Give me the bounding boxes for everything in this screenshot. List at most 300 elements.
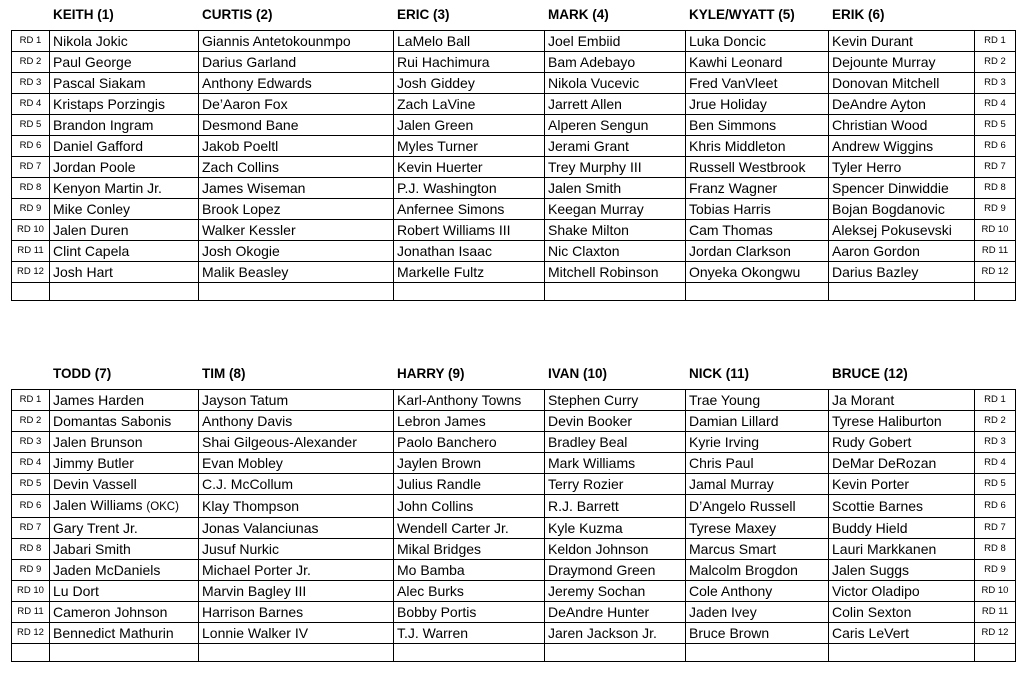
player-name: De’Aaron Fox [202,96,288,112]
player-name: Shai Gilgeous-Alexander [202,434,357,450]
pick-cell [394,52,545,73]
empty-cell [199,283,394,301]
round-label-right: RD 11 [975,241,1016,262]
round-label-left: RD 7 [12,518,50,539]
empty-cell [975,283,1016,301]
pick-cell [50,453,199,474]
table-row [12,115,1016,136]
draft-grid [11,30,1016,301]
player-name: Alec Burks [397,583,464,599]
pick-cell [394,199,545,220]
round-label-left: RD 1 [12,31,50,52]
player-name: Marcus Smart [689,541,777,557]
pick-cell [545,539,686,560]
player-name: Darius Garland [202,54,297,70]
player-name: Robert Williams III [397,222,511,238]
pick-cell [686,73,829,94]
player-name: Jalen Duren [53,222,129,238]
round-label-left: RD 8 [12,539,50,560]
player-name: Myles Turner [397,138,478,154]
round-label-left: RD 6 [12,136,50,157]
draft-grid [11,389,1016,662]
table-row [12,453,1016,474]
player-name: Lauri Markkanen [832,541,937,557]
pick-cell [545,115,686,136]
pick-cell [199,115,394,136]
player-name: Donovan Mitchell [832,75,940,91]
player-name: Mikal Bridges [397,541,482,557]
player-name: Jonathan Isaac [397,243,492,259]
player-name: Tyler Herro [832,159,902,175]
player-name: Anthony Edwards [202,75,312,91]
table-row [12,539,1016,560]
player-name: Marvin Bagley III [202,583,307,599]
table-row [12,31,1016,52]
round-label-right: RD 2 [975,411,1016,432]
pick-cell [199,602,394,623]
pick-cell [545,581,686,602]
player-name: Paul George [53,54,132,70]
player-name: James Harden [53,392,145,408]
round-label-left: RD 4 [12,94,50,115]
pick-cell [686,157,829,178]
player-name: D’Angelo Russell [689,498,796,514]
player-name: Walker Kessler [202,222,296,238]
pick-cell [686,136,829,157]
pick-cell [545,262,686,283]
round-label-left: RD 5 [12,115,50,136]
empty-cell [394,644,545,662]
player-name: Kristaps Porzingis [53,96,166,112]
table-row [12,73,1016,94]
pick-cell [199,178,394,199]
player-name: P.J. Washington [397,180,497,196]
pick-cell [545,52,686,73]
player-name: Lebron James [397,413,486,429]
player-name: Joel Embiid [548,33,621,49]
pick-cell [394,73,545,94]
pick-cell [199,157,394,178]
pick-cell [394,474,545,495]
pick-cell [394,623,545,644]
round-label-right: RD 6 [975,136,1016,157]
player-name: Wendell Carter Jr. [397,520,509,536]
player-name: Trey Murphy III [548,159,642,175]
player-name: Kevin Durant [832,33,913,49]
player-name: R.J. Barrett [548,498,619,514]
pick-cell [545,31,686,52]
table-row [12,411,1016,432]
player-name: Jalen Green [397,117,474,133]
round-label-right: RD 7 [975,157,1016,178]
empty-cell [686,644,829,662]
round-label-right: RD 9 [975,199,1016,220]
player-name: Bradley Beal [548,434,628,450]
player-name: Jordan Poole [53,159,136,175]
table-row [12,474,1016,495]
table-row [12,136,1016,157]
pick-cell [829,411,975,432]
pick-cell [50,157,199,178]
pick-cell [545,453,686,474]
player-name: Daniel Gafford [53,138,144,154]
player-name: Khris Middleton [689,138,786,154]
pick-cell [829,262,975,283]
round-label-right: RD 9 [975,560,1016,581]
pick-cell [545,178,686,199]
pick-cell [50,220,199,241]
round-label-right: RD 4 [975,453,1016,474]
player-name: Clint Capela [53,243,130,259]
player-name: Mitchell Robinson [548,264,659,280]
pick-cell [686,52,829,73]
pick-cell [545,432,686,453]
pick-cell [545,411,686,432]
pick-cell [394,539,545,560]
player-name: Trae Young [689,392,761,408]
pick-cell [829,157,975,178]
pick-cell [545,73,686,94]
round-label-right: RD 6 [975,495,1016,518]
table-row [12,199,1016,220]
pick-cell [50,560,199,581]
player-name: Cameron Johnson [53,604,168,620]
pick-cell [394,560,545,581]
player-name: Anfernee Simons [397,201,505,217]
round-label-left: RD 2 [12,52,50,73]
pick-cell [829,178,975,199]
player-name: Nic Claxton [548,243,620,259]
player-name: Markelle Fultz [397,264,485,280]
player-name: Mo Bamba [397,562,465,578]
pick-cell [686,474,829,495]
player-name: Malik Beasley [202,264,289,280]
player-name: Julius Randle [397,476,482,492]
pick-cell [199,518,394,539]
player-name: Russell Westbrook [689,159,806,175]
round-label-left: RD 6 [12,495,50,518]
pick-cell [394,136,545,157]
round-label-right: RD 5 [975,474,1016,495]
player-name: Rudy Gobert [832,434,912,450]
player-name: Zach LaVine [397,96,476,112]
pick-cell [50,539,199,560]
pick-cell [199,94,394,115]
player-name: Bam Adebayo [548,54,636,70]
player-name: Aleksej Pokusevski [832,222,952,238]
pick-cell [686,94,829,115]
player-name: Jamal Murray [689,476,774,492]
round-label-left: RD 12 [12,262,50,283]
player-name: Aaron Gordon [832,243,920,259]
empty-cell [12,283,50,301]
player-name: Gary Trent Jr. [53,520,138,536]
player-name: Bobby Portis [397,604,477,620]
player-name: Bennedict Mathurin [53,625,174,641]
pick-cell [50,623,199,644]
pick-cell [686,262,829,283]
pick-cell [394,602,545,623]
pick-cell [394,241,545,262]
pick-cell [545,220,686,241]
round-label-left: RD 3 [12,73,50,94]
pick-cell [829,539,975,560]
pick-cell [829,73,975,94]
pick-cell [545,241,686,262]
round-label-left: RD 10 [12,220,50,241]
table-row [12,560,1016,581]
team-header-curtis-2: CURTIS (2) [202,7,273,22]
player-name: Jakob Poeltl [202,138,279,154]
pick-cell [686,241,829,262]
pick-cell [545,495,686,518]
table-row [12,220,1016,241]
player-name: Jerami Grant [548,138,629,154]
table-row [12,157,1016,178]
player-name: Rui Hachimura [397,54,490,70]
pick-cell [50,432,199,453]
pick-cell [829,94,975,115]
player-name: Jalen Williams [53,497,143,513]
player-name: Karl-Anthony Towns [397,392,522,408]
pick-cell [199,474,394,495]
player-name: Mike Conley [53,201,131,217]
round-label-right: RD 7 [975,518,1016,539]
pick-cell [50,115,199,136]
round-label-right: RD 12 [975,623,1016,644]
pick-cell [686,560,829,581]
player-name: Jayson Tatum [202,392,289,408]
table-row [12,581,1016,602]
pick-cell [394,581,545,602]
pick-cell [199,581,394,602]
pick-cell [199,73,394,94]
player-name: Anthony Davis [202,413,293,429]
pick-cell [394,262,545,283]
player-name: Spencer Dinwiddie [832,180,949,196]
player-name: Devin Vassell [53,476,137,492]
round-label-right: RD 10 [975,581,1016,602]
pick-cell [199,136,394,157]
round-label-left: RD 11 [12,241,50,262]
round-label-left: RD 9 [12,560,50,581]
pick-cell [199,411,394,432]
round-label-left: RD 3 [12,432,50,453]
empty-cell [686,283,829,301]
round-label-right: RD 11 [975,602,1016,623]
player-name: Jonas Valanciunas [202,520,319,536]
player-name: T.J. Warren [397,625,469,641]
player-name: Jaden McDaniels [53,562,161,578]
player-name: DeAndre Ayton [832,96,926,112]
team-header-erik-6: ERIK (6) [832,7,885,22]
player-name: Brandon Ingram [53,117,154,133]
pick-cell [394,178,545,199]
player-name: Devin Booker [548,413,633,429]
pick-cell [829,474,975,495]
player-name: Lu Dort [53,583,99,599]
round-label-left: RD 12 [12,623,50,644]
pick-cell [199,560,394,581]
round-label-right: RD 5 [975,115,1016,136]
player-name: Draymond Green [548,562,656,578]
empty-cell [199,644,394,662]
pick-cell [686,411,829,432]
table-row [12,390,1016,411]
player-name: James Wiseman [202,180,306,196]
player-name: DeMar DeRozan [832,455,937,471]
player-name: Ben Simmons [689,117,777,133]
player-name: Jalen Brunson [53,434,143,450]
blank-row [12,283,1016,301]
player-name: Paolo Banchero [397,434,497,450]
player-name: Damian Lillard [689,413,779,429]
player-name: Kevin Porter [832,476,910,492]
pick-cell [545,474,686,495]
empty-cell [394,283,545,301]
round-label-left: RD 5 [12,474,50,495]
team-header-bruce-12: BRUCE (12) [832,366,908,381]
pick-cell [686,581,829,602]
empty-cell [829,283,975,301]
pick-cell [394,390,545,411]
player-name: Tyrese Haliburton [832,413,942,429]
pick-cell [50,518,199,539]
pick-cell [394,31,545,52]
table-row [12,518,1016,539]
table-row [12,495,1016,518]
pick-cell [199,539,394,560]
pick-cell [199,199,394,220]
empty-cell [50,283,199,301]
player-name: Cole Anthony [689,583,773,599]
player-name: Kenyon Martin Jr. [53,180,162,196]
player-name: Desmond Bane [202,117,299,133]
pick-cell [50,411,199,432]
pick-cell [829,136,975,157]
pick-cell [686,602,829,623]
pick-cell [199,220,394,241]
table-row [12,262,1016,283]
pick-cell [829,602,975,623]
pick-cell [829,453,975,474]
round-label-right: RD 3 [975,432,1016,453]
player-name: Jalen Smith [548,180,622,196]
player-name: Jrue Holiday [689,96,767,112]
team-header-nick-11: NICK (11) [689,366,750,381]
player-name: Domantas Sabonis [53,413,172,429]
player-name: Jarrett Allen [548,96,622,112]
pick-cell [199,390,394,411]
pick-cell [394,220,545,241]
pick-cell [50,73,199,94]
player-name: John Collins [397,498,474,514]
player-name: Alperen Sengun [548,117,649,133]
round-label-left: RD 10 [12,581,50,602]
player-name: Jeremy Sochan [548,583,646,599]
pick-cell [199,453,394,474]
pick-cell [686,220,829,241]
pick-cell [50,136,199,157]
pick-cell [829,31,975,52]
pick-cell [394,432,545,453]
pick-cell [199,623,394,644]
player-name: LaMelo Ball [397,33,471,49]
player-name: Jimmy Butler [53,455,134,471]
pick-cell [394,453,545,474]
table-row [12,52,1016,73]
pick-cell [829,560,975,581]
pick-cell [829,495,975,518]
player-name: Buddy Hield [832,520,908,536]
pick-cell [545,602,686,623]
table-row [12,94,1016,115]
player-name: Zach Collins [202,159,280,175]
player-name: Harrison Barnes [202,604,304,620]
round-label-right: RD 1 [975,31,1016,52]
blank-row [12,644,1016,662]
team-header-eric-3: ERIC (3) [397,7,450,22]
pick-cell [50,495,199,518]
pick-cell [686,432,829,453]
player-name: Kawhi Leonard [689,54,783,70]
pick-cell [829,52,975,73]
player-name: Giannis Antetokounmpo [202,33,351,49]
pick-cell [829,390,975,411]
player-name: Caris LeVert [832,625,910,641]
player-name: Victor Oladipo [832,583,920,599]
team-header-tim-8: TIM (8) [202,366,246,381]
player-name: Fred VanVleet [689,75,778,91]
pick-cell [686,623,829,644]
pick-cell [199,262,394,283]
player-name: Tyrese Maxey [689,520,777,536]
player-name: DeAndre Hunter [548,604,650,620]
pick-cell [686,199,829,220]
pick-cell [686,115,829,136]
player-name: Cam Thomas [689,222,773,238]
player-name: Jordan Clarkson [689,243,791,259]
pick-cell [50,474,199,495]
player-name: Ja Morant [832,392,895,408]
player-name: Jusuf Nurkic [202,541,280,557]
player-name: Evan Mobley [202,455,283,471]
pick-cell [199,52,394,73]
pick-cell [829,199,975,220]
player-name: Stephen Curry [548,392,639,408]
table-row [12,432,1016,453]
pick-cell [50,52,199,73]
player-name: Nikola Vucevic [548,75,640,91]
empty-cell [545,644,686,662]
pick-cell [50,581,199,602]
pick-cell [686,31,829,52]
team-header-mark-4: MARK (4) [548,7,609,22]
team-header-kyle-wyatt-5: KYLE/WYATT (5) [689,7,795,22]
round-label-right: RD 8 [975,539,1016,560]
round-label-right: RD 10 [975,220,1016,241]
empty-cell [545,283,686,301]
player-name: Josh Hart [53,264,113,280]
player-name: Luka Doncic [689,33,767,49]
pick-cell [545,136,686,157]
player-name: Lonnie Walker IV [202,625,309,641]
player-name: Jalen Suggs [832,562,910,578]
player-name: Chris Paul [689,455,754,471]
pick-cell [829,623,975,644]
pick-cell [829,432,975,453]
pick-cell [50,390,199,411]
